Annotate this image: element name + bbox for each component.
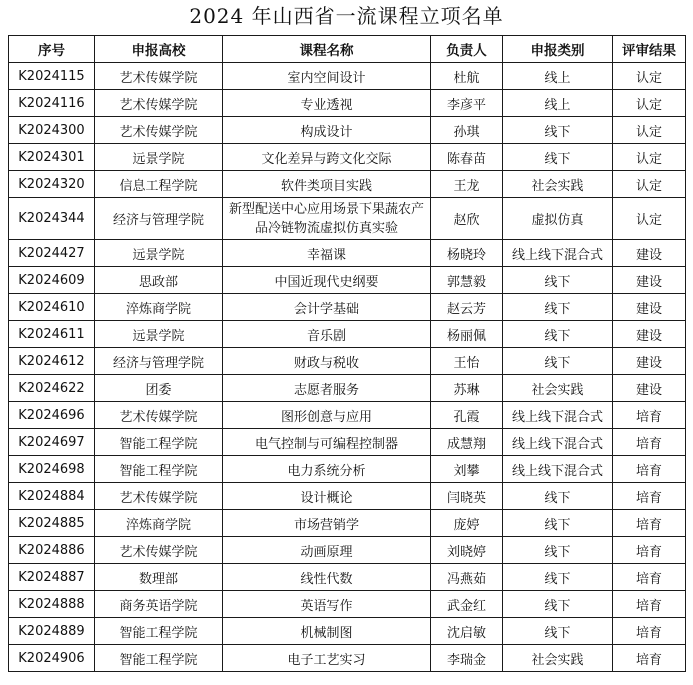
cell-category: 线上线下混合式: [503, 456, 613, 483]
cell-course-name: 市场营销学: [223, 510, 431, 537]
table-row: [9, 144, 686, 171]
table-row: [9, 402, 686, 429]
cell-category: 线下: [503, 294, 613, 321]
cell-lead: 李彦平: [431, 90, 503, 117]
cell-college: 团委: [95, 375, 223, 402]
cell-category: 线下: [503, 348, 613, 375]
cell-result: 建设: [613, 267, 686, 294]
cell-category: 线下: [503, 144, 613, 171]
cell-category: 社会实践: [503, 375, 613, 402]
table-row: [9, 63, 686, 90]
cell-course-name: 电气控制与可编程控制器: [223, 429, 431, 456]
cell-category: 线下: [503, 564, 613, 591]
cell-category: 虚拟仿真: [503, 198, 613, 240]
cell-college: 商务英语学院: [95, 591, 223, 618]
cell-college: 艺术传媒学院: [95, 90, 223, 117]
cell-category: 线下: [503, 591, 613, 618]
cell-college: 经济与管理学院: [95, 198, 223, 240]
cell-serial: K2024884: [9, 483, 95, 510]
table-row: [9, 429, 686, 456]
cell-serial: K2024116: [9, 90, 95, 117]
cell-result: 培育: [613, 456, 686, 483]
cell-result: 培育: [613, 591, 686, 618]
cell-course-name: 幸福课: [223, 240, 431, 267]
cell-result: 培育: [613, 618, 686, 645]
cell-serial: K2024427: [9, 240, 95, 267]
cell-result: 认定: [613, 144, 686, 171]
cell-lead: 成慧翔: [431, 429, 503, 456]
cell-serial: K2024885: [9, 510, 95, 537]
cell-category: 线下: [503, 618, 613, 645]
header-college: 申报高校: [95, 36, 223, 63]
table-row: [9, 348, 686, 375]
cell-college: 经济与管理学院: [95, 348, 223, 375]
cell-lead: 杨晓玲: [431, 240, 503, 267]
cell-course-name: 中国近现代史纲要: [223, 267, 431, 294]
cell-college: 艺术传媒学院: [95, 402, 223, 429]
cell-course-name: 音乐剧: [223, 321, 431, 348]
table-header-row: [9, 36, 686, 63]
table-row: [9, 483, 686, 510]
cell-serial: K2024889: [9, 618, 95, 645]
cell-college: 数理部: [95, 564, 223, 591]
table-row: [9, 537, 686, 564]
cell-category: 线下: [503, 510, 613, 537]
cell-course-name: 室内空间设计: [223, 63, 431, 90]
cell-college: 信息工程学院: [95, 171, 223, 198]
cell-course-name: 财政与税收: [223, 348, 431, 375]
cell-college: 艺术传媒学院: [95, 483, 223, 510]
cell-serial: K2024697: [9, 429, 95, 456]
table-row: [9, 375, 686, 402]
cell-course-name: 线性代数: [223, 564, 431, 591]
table-row: [9, 294, 686, 321]
cell-lead: 陈春苗: [431, 144, 503, 171]
table-row: [9, 171, 686, 198]
cell-category: 线下: [503, 483, 613, 510]
cell-result: 培育: [613, 564, 686, 591]
cell-serial: K2024300: [9, 117, 95, 144]
header-serial: 序号: [9, 36, 95, 63]
cell-college: 远景学院: [95, 321, 223, 348]
table-row: [9, 456, 686, 483]
cell-college: 智能工程学院: [95, 645, 223, 672]
cell-college: 智能工程学院: [95, 456, 223, 483]
cell-lead: 赵云芳: [431, 294, 503, 321]
cell-course-name: 设计概论: [223, 483, 431, 510]
cell-result: 培育: [613, 537, 686, 564]
cell-serial: K2024115: [9, 63, 95, 90]
cell-result: 培育: [613, 429, 686, 456]
cell-result: 认定: [613, 63, 686, 90]
cell-course-name: 会计学基础: [223, 294, 431, 321]
table-body: [9, 63, 686, 672]
cell-result: 培育: [613, 510, 686, 537]
cell-college: 淬炼商学院: [95, 510, 223, 537]
cell-serial: K2024887: [9, 564, 95, 591]
cell-college: 远景学院: [95, 240, 223, 267]
table-row: [9, 267, 686, 294]
cell-category: 线下: [503, 267, 613, 294]
cell-result: 培育: [613, 402, 686, 429]
cell-serial: K2024610: [9, 294, 95, 321]
cell-serial: K2024696: [9, 402, 95, 429]
table-row: [9, 117, 686, 144]
cell-result: 建设: [613, 321, 686, 348]
cell-result: 建设: [613, 375, 686, 402]
cell-result: 培育: [613, 645, 686, 672]
cell-lead: 庞婷: [431, 510, 503, 537]
table-row: [9, 240, 686, 267]
cell-college: 艺术传媒学院: [95, 63, 223, 90]
cell-course-name: 新型配送中心应用场景下果蔬农产品冷链物流虚拟仿真实验: [223, 198, 431, 240]
cell-college: 远景学院: [95, 144, 223, 171]
cell-course-name: 机械制图: [223, 618, 431, 645]
cell-result: 认定: [613, 198, 686, 240]
cell-serial: K2024612: [9, 348, 95, 375]
cell-course-name: 电力系统分析: [223, 456, 431, 483]
cell-result: 建设: [613, 240, 686, 267]
cell-lead: 刘攀: [431, 456, 503, 483]
cell-result: 建设: [613, 294, 686, 321]
cell-category: 线上: [503, 90, 613, 117]
cell-lead: 刘晓婷: [431, 537, 503, 564]
cell-serial: K2024611: [9, 321, 95, 348]
cell-serial: K2024320: [9, 171, 95, 198]
cell-course-name: 志愿者服务: [223, 375, 431, 402]
cell-course-name: 软件类项目实践: [223, 171, 431, 198]
table-row: [9, 90, 686, 117]
cell-college: 智能工程学院: [95, 429, 223, 456]
cell-lead: 武金红: [431, 591, 503, 618]
cell-result: 认定: [613, 117, 686, 144]
table-row: [9, 591, 686, 618]
cell-lead: 李瑞金: [431, 645, 503, 672]
cell-serial: K2024622: [9, 375, 95, 402]
cell-serial: K2024886: [9, 537, 95, 564]
cell-serial: K2024906: [9, 645, 95, 672]
cell-lead: 冯燕茹: [431, 564, 503, 591]
cell-course-name: 构成设计: [223, 117, 431, 144]
table-row: [9, 645, 686, 672]
cell-college: 智能工程学院: [95, 618, 223, 645]
cell-lead: 闫晓英: [431, 483, 503, 510]
cell-college: 思政部: [95, 267, 223, 294]
cell-category: 社会实践: [503, 171, 613, 198]
cell-serial: K2024698: [9, 456, 95, 483]
cell-category: 社会实践: [503, 645, 613, 672]
cell-lead: 郭慧毅: [431, 267, 503, 294]
cell-course-name: 英语写作: [223, 591, 431, 618]
cell-lead: 孙琪: [431, 117, 503, 144]
cell-result: 认定: [613, 90, 686, 117]
cell-course-name: 电子工艺实习: [223, 645, 431, 672]
cell-lead: 沈启敏: [431, 618, 503, 645]
header-result: 评审结果: [613, 36, 686, 63]
cell-lead: 苏琳: [431, 375, 503, 402]
cell-serial: K2024888: [9, 591, 95, 618]
cell-serial: K2024609: [9, 267, 95, 294]
cell-course-name: 专业透视: [223, 90, 431, 117]
cell-course-name: 动画原理: [223, 537, 431, 564]
cell-category: 线上线下混合式: [503, 429, 613, 456]
cell-result: 建设: [613, 348, 686, 375]
cell-result: 认定: [613, 171, 686, 198]
cell-category: 线上线下混合式: [503, 240, 613, 267]
cell-serial: K2024301: [9, 144, 95, 171]
table-row: [9, 198, 686, 240]
cell-course-name: 文化差异与跨文化交际: [223, 144, 431, 171]
cell-college: 淬炼商学院: [95, 294, 223, 321]
table-row: [9, 510, 686, 537]
cell-lead: 赵欣: [431, 198, 503, 240]
cell-college: 艺术传媒学院: [95, 117, 223, 144]
header-category: 申报类别: [503, 36, 613, 63]
cell-lead: 杨丽佩: [431, 321, 503, 348]
header-lead: 负责人: [431, 36, 503, 63]
cell-category: 线下: [503, 321, 613, 348]
cell-course-name: 图形创意与应用: [223, 402, 431, 429]
cell-category: 线下: [503, 537, 613, 564]
cell-lead: 孔霞: [431, 402, 503, 429]
course-list-table: [8, 35, 686, 672]
table-row: [9, 618, 686, 645]
cell-lead: 王怡: [431, 348, 503, 375]
cell-lead: 王龙: [431, 171, 503, 198]
cell-college: 艺术传媒学院: [95, 537, 223, 564]
cell-category: 线上: [503, 63, 613, 90]
page-title: 2024 年山西省一流课程立项名单: [189, 4, 504, 28]
cell-category: 线下: [503, 117, 613, 144]
cell-category: 线上线下混合式: [503, 402, 613, 429]
cell-result: 培育: [613, 483, 686, 510]
cell-serial: K2024344: [9, 198, 95, 240]
table-row: [9, 321, 686, 348]
table-row: [9, 564, 686, 591]
header-course-name: 课程名称: [223, 36, 431, 63]
cell-lead: 杜航: [431, 63, 503, 90]
